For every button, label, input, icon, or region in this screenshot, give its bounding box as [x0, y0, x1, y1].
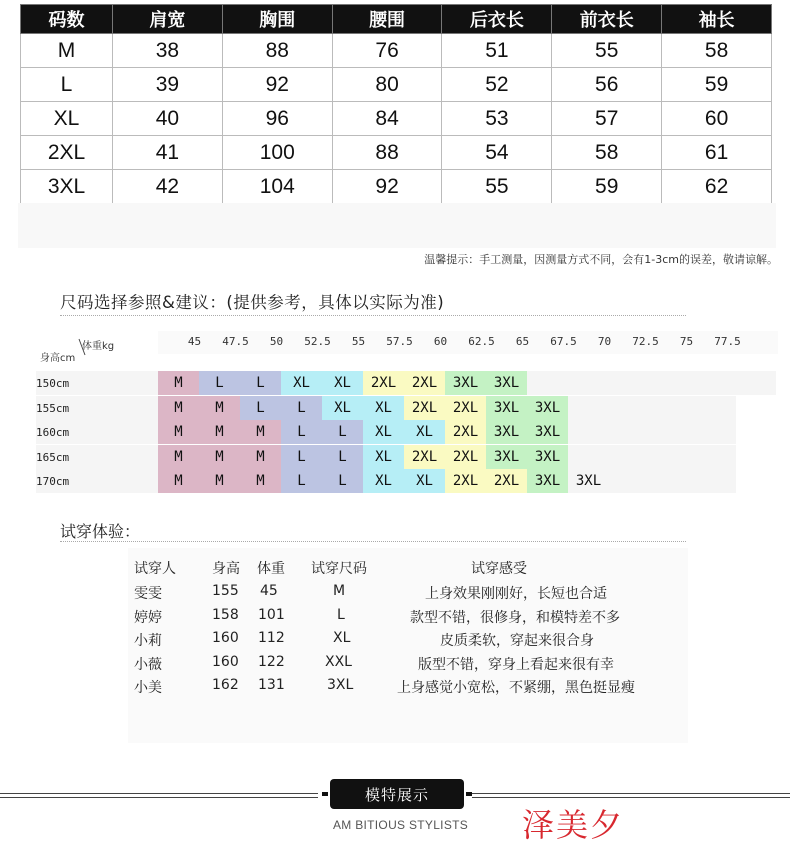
- trial-cell: 160: [212, 630, 239, 646]
- size-recommendation-cell: L: [281, 420, 322, 444]
- size-code-cell: XL: [21, 102, 113, 136]
- size-value-cell: 55: [442, 170, 552, 204]
- size-value-cell: 41: [113, 136, 223, 170]
- weight-label: 65: [515, 335, 530, 348]
- height-axis-label: 身高cm: [40, 353, 76, 364]
- size-header-cell: 肩宽: [113, 5, 223, 34]
- size-value-cell: 59: [552, 170, 662, 204]
- size-recommendation-cell: 2XL: [445, 420, 486, 444]
- footer-rule-left-2: [0, 797, 318, 798]
- brand-tagline: AM BITIOUS STYLISTS: [333, 818, 469, 832]
- height-label: 160cm: [36, 426, 70, 439]
- trial-cell: M: [333, 583, 346, 599]
- weight-label: 45: [187, 335, 202, 348]
- size-recommendation-cell: 2XL: [404, 371, 445, 395]
- brand-logo: 泽美夕: [522, 806, 625, 844]
- trial-header-cell: 试穿尺码: [311, 561, 367, 577]
- size-recommendation-cell: L: [281, 445, 322, 469]
- size-recommendation-cell: M: [158, 396, 199, 420]
- size-value-cell: 53: [442, 102, 552, 136]
- size-value-cell: 60: [662, 102, 772, 136]
- size-recommendation-cell: 2XL: [404, 396, 445, 420]
- size-recommendation-cell: 3XL: [575, 473, 602, 489]
- weight-axis-label: 体重kg: [82, 341, 115, 352]
- size-recommendation-cell: M: [158, 420, 199, 444]
- trial-cell: 45: [260, 583, 278, 599]
- weight-label: 60: [433, 335, 448, 348]
- size-recommendation-cell: L: [281, 396, 322, 420]
- size-value-cell: 42: [113, 170, 223, 204]
- size-value-cell: 104: [222, 170, 332, 204]
- size-recommendation-cell: 3XL: [486, 420, 527, 444]
- size-recommendation-cell: XL: [404, 420, 445, 444]
- size-recommendation-cell: L: [199, 371, 240, 395]
- trial-header-cell: 试穿人: [134, 561, 176, 577]
- size-code-cell: M: [21, 34, 113, 68]
- weight-label: 55: [351, 335, 366, 348]
- size-recommendation-cell: L: [240, 371, 281, 395]
- size-recommendation-cell: 2XL: [445, 396, 486, 420]
- size-recommendation-cell: M: [240, 469, 281, 493]
- size-value-cell: 52: [442, 68, 552, 102]
- trial-header-cell: 体重: [257, 561, 285, 577]
- size-value-cell: 62: [662, 170, 772, 204]
- size-recommendation-cell: L: [240, 396, 281, 420]
- size-recommendation-cell: 2XL: [445, 469, 486, 493]
- trial-cell: 小薇: [134, 656, 162, 673]
- weight-label: 75: [679, 335, 694, 348]
- trial-cell: 雯雯: [134, 586, 162, 602]
- height-label: 170cm: [36, 475, 70, 488]
- size-code-cell: 2XL: [21, 136, 113, 170]
- size-header-cell: 后衣长: [442, 5, 552, 34]
- size-value-cell: 54: [442, 136, 552, 170]
- footer-rule-right: [472, 793, 790, 794]
- size-value-cell: 88: [222, 34, 332, 68]
- size-row: [21, 102, 772, 136]
- size-recommendation-cell: 3XL: [527, 420, 568, 444]
- trial-cell: 131: [258, 677, 285, 693]
- weight-label: 77.5: [714, 335, 741, 348]
- axis-divider-icon: [78, 337, 86, 357]
- size-header-cell: 腰围: [332, 5, 442, 34]
- size-code-cell: 3XL: [21, 170, 113, 204]
- trial-cell: L: [337, 606, 345, 623]
- size-value-cell: 76: [332, 34, 442, 68]
- model-showcase-badge: 模特展示: [330, 779, 464, 809]
- size-recommendation-cell: M: [199, 396, 240, 420]
- size-recommendation-cell: 3XL: [527, 445, 568, 469]
- trial-title-underline: [60, 541, 686, 542]
- size-recommendation-cell: XL: [363, 469, 404, 493]
- trial-cell: 112: [258, 630, 285, 646]
- size-header-cell: 袖长: [662, 5, 772, 34]
- size-row: [21, 170, 772, 204]
- size-recommendation-cell: 3XL: [445, 371, 486, 395]
- size-value-cell: 58: [552, 136, 662, 170]
- guide-title-underline: [60, 315, 686, 316]
- trial-cell: 162: [212, 677, 239, 693]
- trial-cell: 上身感觉小宽松，不紧绷，黑色挺显瘦: [397, 680, 635, 696]
- trial-cell: 小莉: [134, 633, 162, 649]
- size-recommendation-cell: 3XL: [486, 445, 527, 469]
- size-recommendation-cell: M: [158, 469, 199, 493]
- size-recommendation-cell: M: [158, 445, 199, 469]
- footer-rule-right-2: [472, 797, 790, 798]
- size-value-cell: 88: [332, 136, 442, 170]
- trial-cell: 3XL: [327, 677, 354, 693]
- size-recommendation-cell: M: [158, 371, 199, 395]
- size-recommendation-cell: 3XL: [527, 469, 568, 493]
- size-header-cell: 胸围: [222, 5, 332, 34]
- size-table-header: [21, 5, 772, 34]
- weight-label: 72.5: [632, 335, 659, 348]
- size-value-cell: 92: [222, 68, 332, 102]
- spacer-band: [18, 203, 776, 248]
- weight-label: 50: [269, 335, 284, 348]
- trial-cell: 155: [212, 583, 239, 599]
- trial-cell: 101: [258, 606, 285, 623]
- size-value-cell: 80: [332, 68, 442, 102]
- trial-title: 试穿体验：: [60, 522, 141, 541]
- size-recommendation-cell: XL: [281, 371, 322, 395]
- size-recommendation-cell: XL: [363, 420, 404, 444]
- trial-cell: 158: [212, 606, 239, 623]
- size-row: [21, 68, 772, 102]
- size-value-cell: 57: [552, 102, 662, 136]
- footer-rule-left: [0, 793, 318, 794]
- trial-cell: 160: [212, 653, 239, 670]
- size-recommendation-cell: XL: [322, 371, 363, 395]
- trial-cell: 小美: [134, 680, 162, 696]
- size-recommendation-cell: XL: [363, 396, 404, 420]
- trial-cell: XXL: [325, 653, 352, 670]
- trial-header-cell: 试穿感受: [471, 561, 527, 577]
- trial-header-cell: 身高: [212, 561, 240, 577]
- size-recommendation-cell: 3XL: [527, 396, 568, 420]
- size-value-cell: 96: [222, 102, 332, 136]
- size-recommendation-cell: L: [322, 469, 363, 493]
- trial-cell: 122: [258, 653, 285, 670]
- size-code-cell: L: [21, 68, 113, 102]
- trial-cell: 婷婷: [134, 609, 162, 626]
- height-label: 150cm: [36, 377, 70, 390]
- size-guide-title: 尺码选择参照&建议：(提供参考，具体以实际为准): [60, 293, 445, 312]
- size-table: [20, 4, 772, 204]
- height-label: 165cm: [36, 450, 70, 464]
- size-value-cell: 55: [552, 34, 662, 68]
- size-recommendation-cell: L: [281, 469, 322, 493]
- size-recommendation-cell: 2XL: [486, 469, 527, 493]
- size-recommendation-cell: M: [240, 420, 281, 444]
- size-value-cell: 56: [552, 68, 662, 102]
- size-value-cell: 61: [662, 136, 772, 170]
- size-value-cell: 39: [113, 68, 223, 102]
- size-recommendation-cell: 2XL: [404, 445, 445, 469]
- size-row: [21, 34, 772, 68]
- size-value-cell: 51: [442, 34, 552, 68]
- size-row: [21, 136, 772, 170]
- trial-cell: 款型不错，很修身，和模特差不多: [410, 609, 620, 626]
- size-recommendation-cell: XL: [363, 445, 404, 469]
- size-recommendation-cell: M: [199, 420, 240, 444]
- weight-label: 67.5: [550, 335, 577, 348]
- size-recommendation-cell: L: [322, 445, 363, 469]
- size-value-cell: 38: [113, 34, 223, 68]
- weight-label: 62.5: [468, 335, 495, 348]
- trial-cell: 上身效果刚刚好，长短也合适: [425, 586, 607, 602]
- trial-cell: 版型不错，穿身上看起来很有幸: [418, 656, 614, 673]
- weight-label: 70: [597, 335, 612, 348]
- size-recommendation-cell: L: [322, 420, 363, 444]
- trial-cell: 皮质柔软，穿起来很合身: [440, 633, 594, 649]
- trial-cell: XL: [333, 630, 351, 646]
- weight-label: 57.5: [386, 335, 413, 348]
- size-recommendation-cell: M: [240, 445, 281, 469]
- size-recommendation-cell: M: [199, 469, 240, 493]
- size-value-cell: 100: [222, 136, 332, 170]
- size-value-cell: 92: [332, 170, 442, 204]
- size-value-cell: 84: [332, 102, 442, 136]
- size-recommendation-cell: XL: [404, 469, 445, 493]
- size-recommendation-cell: 3XL: [486, 371, 527, 395]
- size-header-cell: 前衣长: [552, 5, 662, 34]
- size-recommendation-cell: 2XL: [363, 371, 404, 395]
- size-recommendation-cell: XL: [322, 396, 363, 420]
- weight-label: 52.5: [304, 335, 331, 348]
- size-guide-grid: [36, 325, 756, 510]
- size-recommendation-cell: 2XL: [445, 445, 486, 469]
- weight-label: 47.5: [222, 335, 249, 348]
- size-value-cell: 59: [662, 68, 772, 102]
- measurement-tip: 温馨提示：手工测量，因测量方式不同，会有1-3cm的误差，敬请谅解。: [424, 253, 778, 266]
- size-recommendation-cell: M: [199, 445, 240, 469]
- size-value-cell: 58: [662, 34, 772, 68]
- size-header-cell: 码数: [21, 5, 113, 34]
- height-label: 155cm: [36, 401, 70, 415]
- size-recommendation-cell: 3XL: [486, 396, 527, 420]
- size-value-cell: 40: [113, 102, 223, 136]
